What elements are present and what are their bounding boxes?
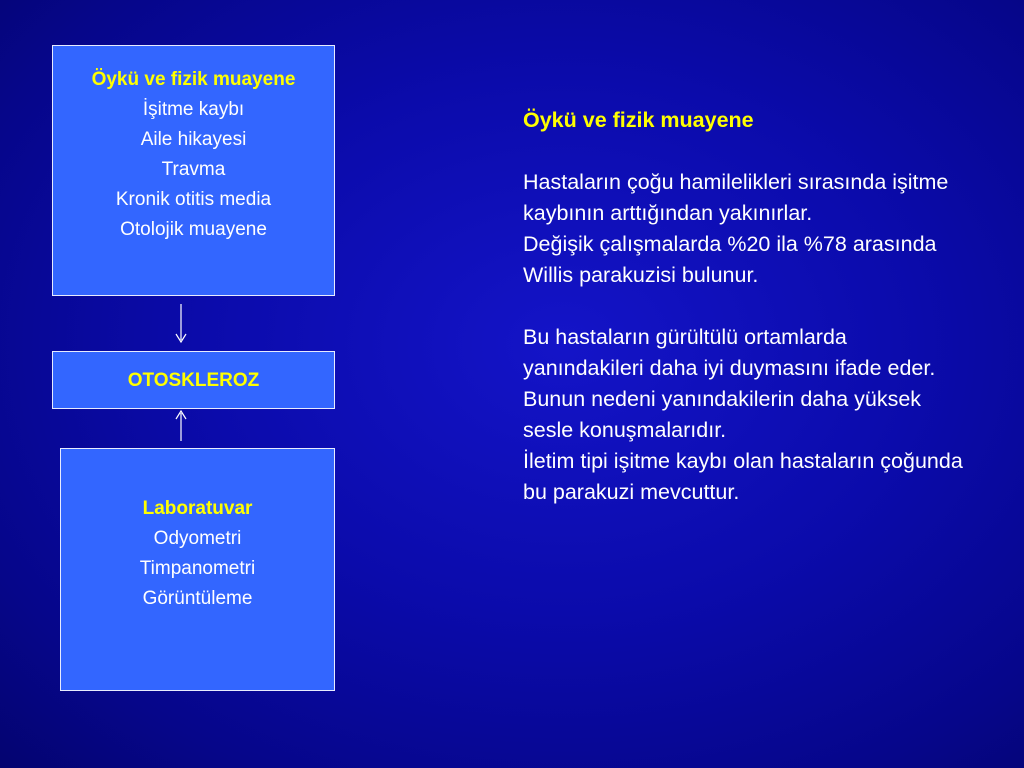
explanation-paragraph-1: Hastaların çoğu hamilelikleri sırasında işitme kaybının arttığından yakınırlar. [523, 170, 949, 225]
otosclerosis-box [52, 351, 335, 409]
explanation-paragraph-3: Bu hastaların gürültülü ortamlarda yanındakileri daha iyi duymasını ifade eder. [523, 325, 936, 380]
history-item-chronic-otitis: Kronik otitis media [115, 189, 272, 210]
explanation-title: Öykü ve fizik muayene [523, 108, 754, 132]
history-item-otologic-exam: Otolojik muayene [120, 219, 267, 240]
history-item-family-history: Aile hikayesi [140, 129, 247, 150]
explanation-paragraph-4: Bunun nedeni yanındakilerin daha yüksek sesle konuşmalarıdır. [523, 387, 922, 442]
history-item-trauma: Travma [161, 159, 226, 180]
explanation-paragraph-2: Değişik çalışmalarda %20 ila %78 arasında Willis parakuzisi bulunur. [523, 232, 937, 287]
history-box [52, 45, 335, 296]
explanation-paragraph-5: İletim tipi işitme kaybı olan hastaların çoğunda bu parakuzi mevcuttur. [523, 449, 963, 504]
laboratory-box [60, 448, 335, 691]
lab-item-tympanometry: Timpanometri [139, 558, 256, 579]
paragraph-spacer [523, 291, 973, 322]
lab-item-imaging: Görüntüleme [142, 588, 253, 609]
arrow-up-connector [170, 409, 192, 445]
otosclerosis-title: OTOSKLEROZ [127, 370, 260, 391]
laboratory-title: Laboratuvar [142, 498, 253, 519]
lab-item-audiometry: Odyometri [153, 528, 242, 549]
history-box-title: Öykü ve fizik muayene [91, 69, 296, 90]
arrow-down-connector [170, 302, 192, 348]
explanation-text-panel [523, 105, 973, 508]
history-item-hearing-loss: İşitme kaybı [142, 99, 245, 120]
